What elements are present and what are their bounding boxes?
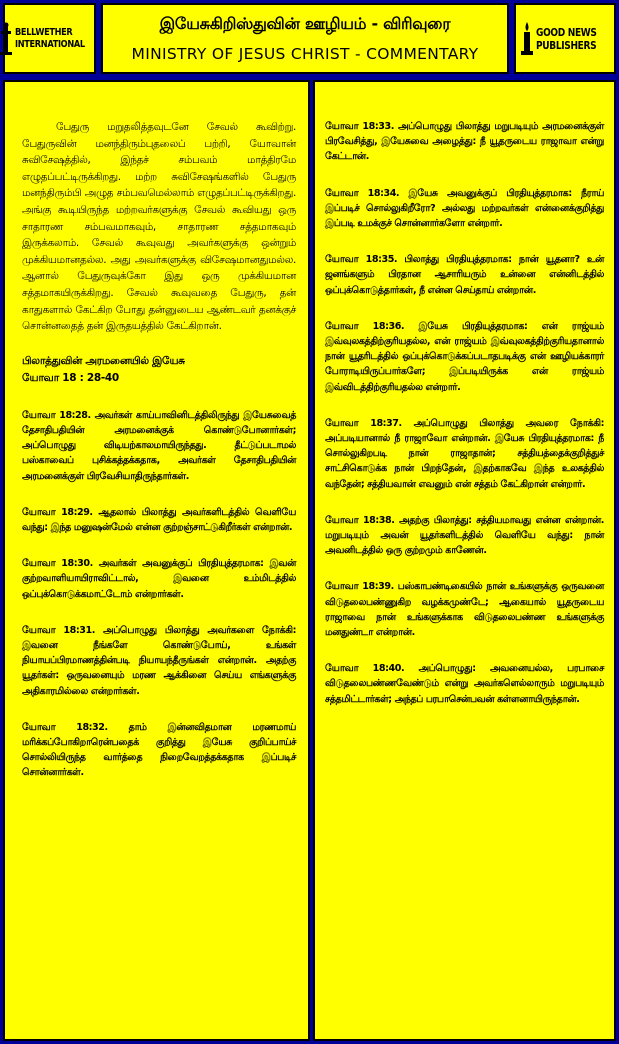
section-heading	[22, 353, 296, 387]
verse-18-29: யோவா 18:29. ஆதலால் பிலாத்து அவர்களிடத்தில் வெளியே வந்து: இந்த மனுஷன்மேல் என்ன குற்றஞ்சாட்டுகிறீர்கள் என்றான்.	[22, 506, 296, 533]
verse-18-39: யோவா 18:39. பஸ்காபண்டிகையில் நான் உங்களுக்கு ஒருவனை விடுதலைபண்ணுகிற வழக்கமுண்டே; ஆகையால் யூதருடைய ராஜாவை நான் உங்களுக்காக விடுதலைபண்ண உங்களுக்கு மனதுண்டா என்றான்.	[325, 581, 604, 639]
page-title-box	[101, 3, 509, 74]
verse-18-32: யோவா 18:32. தாம் இன்னவிதமான மரணமாய் மரிக்கப்போகிறாரென்பதைக் குறித்து இயேசு குறிப்பாய்ச் சொல்லியிருந்த வார்த்தை நிறைவேறத்தக்கதாக இப்படிச் சொன்னார்கள்.	[22, 721, 296, 779]
intro-paragraph: பேதுரு மறுதலித்தவுடனே சேவல் கூவிற்று. பேதுருவின் மனந்திரும்புதலைப் பற்றி, யோவான் சுவிசேஷத்தில், இந்தச் சம்பவம் மாத்திரமே எழுதப்பட்டிருக்கிறது. மற்ற சுவிசேஷங்களில் பேதுரு மனந்திரும்பி அழுத சம்பவமெல்லாம் எழுதப்பட்டிருக்கிறது. அங்கு கூடியிருந்த மற்றவர்களுக்கு சேவல் கூவியது ஒரு சாதாரண சம்பவமாகவும், சாதாரண சத்தமாகவும் இருக்கலாம். சேவல் கூவுவது அவர்களுக்கு ஒன்றும் முக்கியமானதல்ல. அது அவர்களுக்கு விசேஷமானதுமல்ல. ஆனால் பேதுருவுக்கோ இது ஒரு முக்கியமான சத்தமாகயிருக்கிறது. சேவல் கூவுவதை பேதுரு, தன் காதுகளால் கேட்கிற போது தன்னுடைய ஆண்டவர் தனக்குச் சொன்னதைத் தன் இருதயத்தில் கேட்கிறான்.	[22, 121, 296, 333]
verse-18-38: யோவா 18:38. அதற்கு பிலாத்து: சத்தியமாவது என்ன என்றான். மறுபடியும் அவன் யூதர்களிடத்தில் வெளியே வந்து: நான் அவனிடத்தில் ஒரு குற்றமும் காணேன்.	[325, 514, 604, 557]
logo-left-line1: BELLWETHER	[14, 26, 73, 38]
logo-right-line2: PUBLISHERS	[536, 38, 597, 52]
verse-18-40: யோவா 18:40. அப்பொழுது: அவனையல்ல, பரபாசை விடுதலைபண்ணவேண்டும் என்று அவர்களெல்லாரும் மறுபடியும் சத்தமிட்டார்கள்; அந்தப் பரபாசென்பவன் கள்ளனாயிருந்தான்.	[325, 663, 604, 705]
verse-18-31: யோவா 18:31. அப்பொழுது பிலாத்து அவர்களை நோக்கி: இவனை நீங்களே கொண்டுபோய், உங்கள் நியாயப்பிரமாணத்தின்படி நியாயந்தீருங்கள் என்றான். அதற்கு யூதர்கள்: ஒருவனையும் மரண ஆக்கினை செய்ய எங்களுக்கு அதிகாரமில்லை என்றார்கள்.	[22, 624, 296, 697]
section-reference: யோவா 18 : 28-40	[22, 371, 119, 384]
verse-18-30: யோவா 18:30. அவர்கள் அவனுக்குப் பிரதியுத்தரமாக: இவன் குற்றவாளியாயிராவிட்டால், இவனை உம்மிடத்தில் ஒப்புக்கொடுக்கமாட்டோம் என்றார்கள்.	[22, 558, 296, 600]
bellwether-logo	[3, 3, 96, 74]
page-title-tamil: இயேசுகிறிஸ்துவின் ஊழியம் - விரிவுரை	[159, 14, 451, 33]
verse-18-37: யோவா 18:37. அப்பொழுது பிலாத்து அவரை நோக்கி: அப்படியானால் நீ ராஜாவோ என்றான். இயேசு பிரதியுத்தரமாக: நீ சொல்லுகிறபடி நான் ராஜாதான்; சத்தியத்தைக்குறித்துச் சாட்சிகொடுக்க நான் பிறந்தேன், இதற்காகவே இந்த உலகத்தில் வந்தேன்; சத்தியவான் எவனும் என் சத்தம் கேட்கிறான் என்றார்.	[325, 417, 604, 490]
verse-18-33: யோவா 18:33. அப்பொழுது பிலாத்து மறுபடியும் அரமனைக்குள் பிரவேசித்து, இயேசுவை அழைத்து: நீ யூதருடைய ராஜாவா என்று கேட்டான்.	[325, 121, 604, 163]
verse-18-34: யோவா 18:34. இயேசு அவனுக்குப் பிரதியுத்தரமாக: நீராய் இப்படிச் சொல்லுகிறீரோ? அல்லது மற்றவர்கள் என்னைக்குறித்து இப்படி உமக்குச் சொன்னார்களோ என்றார்.	[325, 187, 604, 230]
section-title: பிலாத்துவின் அரமனையில் இயேசு	[22, 354, 185, 367]
verse-18-28: யோவா 18:28. அவர்கள் காய்பாவினிடத்திலிருந்து இயேசுவைத் தேசாதிபதியின் அரமனைக்குக் கொண்டுபோனார்கள்; அப்பொழுது விடியற்காலமாயிருந்தது. தீட்டுப்படாமல் பஸ்காவைப் புசிக்கத்தக்கதாக, அவர்கள் தேசாதிபதியின் அரமனைக்குள் பிரவேசியாதிருந்தார்கள்.	[22, 409, 296, 482]
left-column	[3, 80, 310, 1041]
logo-right-line1: GOOD NEWS	[536, 25, 597, 39]
logo-left-line2: INTERNATIONAL	[14, 38, 85, 50]
right-column	[313, 80, 616, 1041]
verse-18-35: யோவா 18:35. பிலாத்து பிரதியுத்தரமாக: நான் யூதனா? உன் ஜனங்களும் பிரதான ஆசாரியரும் உன்னை என்னிடத்தில் ஒப்புக்கொடுத்தார்கள், நீ என்ன செய்தாய் என்றான்.	[325, 254, 604, 296]
page-title-english: MINISTRY OF JESUS CHRIST - COMMENTARY	[131, 45, 479, 63]
verse-18-36: யோவா 18:36. இயேசு பிரதியுத்தரமாக: என் ராஜ்யம் இவ்வுலகத்திற்குரியதல்ல, என் ராஜ்யம் இவ்வுலகத்திற்குரியதானால் நான் யூதரிடத்தில் ஒப்புக்கொடுக்கப்படாதபடிக்கு என் ஊழியக்காரர் போராடியிருப்பார்களே; இப்படியிருக்க என் ராஜ்யம் இவ்விடத்திற்குரியதல்ல என்றார்.	[325, 320, 604, 393]
bellwether-sheep-icon	[0, 21, 13, 57]
good-news-logo	[514, 3, 616, 74]
good-news-candle-icon	[520, 21, 534, 57]
